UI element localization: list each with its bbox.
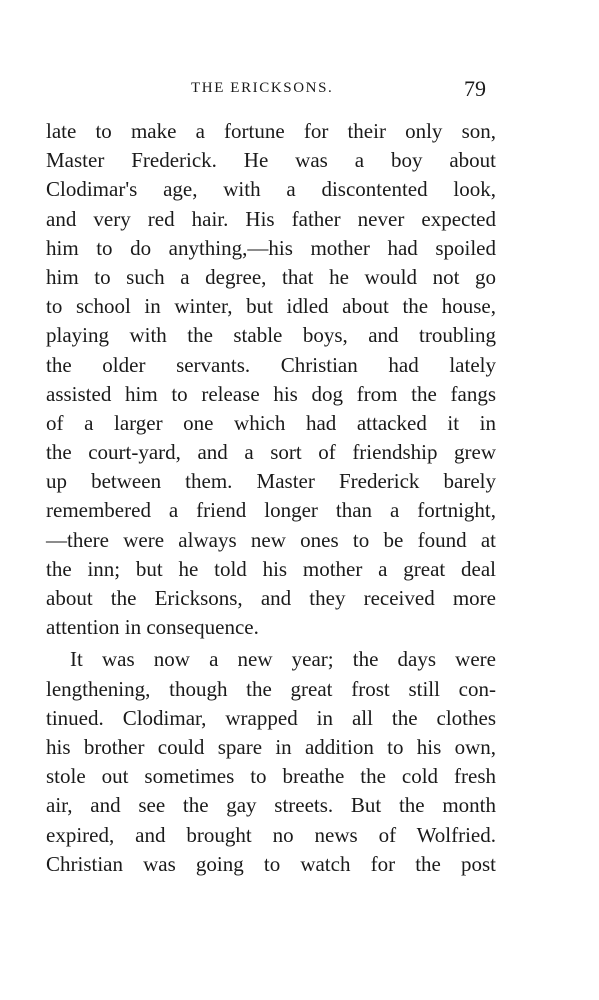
- text-line: playing with the stable boys, and troubling: [46, 323, 496, 348]
- text-line: attention in consequence.: [46, 615, 259, 640]
- text-line: stole out sometimes to breathe the cold fresh: [46, 764, 496, 789]
- text-line: late to make a fortune for their only son,: [46, 119, 496, 143]
- text-line: air, and see the gay streets. But the month: [46, 793, 496, 818]
- running-head: [46, 76, 496, 106]
- text-line: the older servants. Christian had lately: [46, 352, 496, 377]
- text-line: expired, and brought no news of Wolfried.: [46, 822, 496, 847]
- text-line: It was now a new year; the days were: [70, 647, 496, 672]
- paragraph-2: [46, 645, 496, 879]
- text-line: tinued. Clodimar, wrapped in all the clothes: [46, 705, 496, 730]
- text-line: to school in winter, but idled about the house,: [46, 294, 496, 319]
- text-line: Clodimar's age, with a discontented look,: [46, 177, 496, 202]
- text-line: his brother could spare in addition to his own,: [46, 734, 496, 759]
- running-title: THE ERICKSONS.: [191, 80, 334, 96]
- text-line: up between them. Master Frederick barely: [46, 469, 496, 494]
- text-line: lengthening, though the great frost still con-: [46, 676, 496, 701]
- text-line: him to such a degree, that he would not go: [46, 264, 496, 289]
- text-line: and very red hair. His father never expected: [46, 206, 496, 231]
- text-line: Christian was going to watch for the post: [46, 851, 496, 876]
- text-line: about the Ericksons, and they received more: [46, 586, 496, 610]
- text-line: the inn; but he told his mother a great deal: [46, 556, 496, 581]
- text-line: him to do anything,—his mother had spoiled: [46, 235, 496, 260]
- text-line: of a larger one which had attacked it in: [46, 410, 496, 435]
- body-text: [46, 117, 496, 879]
- paragraph-1: [46, 117, 496, 642]
- text-line: —there were always new ones to be found at: [46, 527, 496, 552]
- text-line: assisted him to release his dog from the fangs: [46, 381, 496, 406]
- text-line: remembered a friend longer than a fortnight,: [46, 498, 496, 523]
- text-line: Master Frederick. He was a boy about: [46, 148, 496, 173]
- page-number: 79: [464, 76, 486, 101]
- text-line: the court-yard, and a sort of friendship grew: [46, 440, 496, 465]
